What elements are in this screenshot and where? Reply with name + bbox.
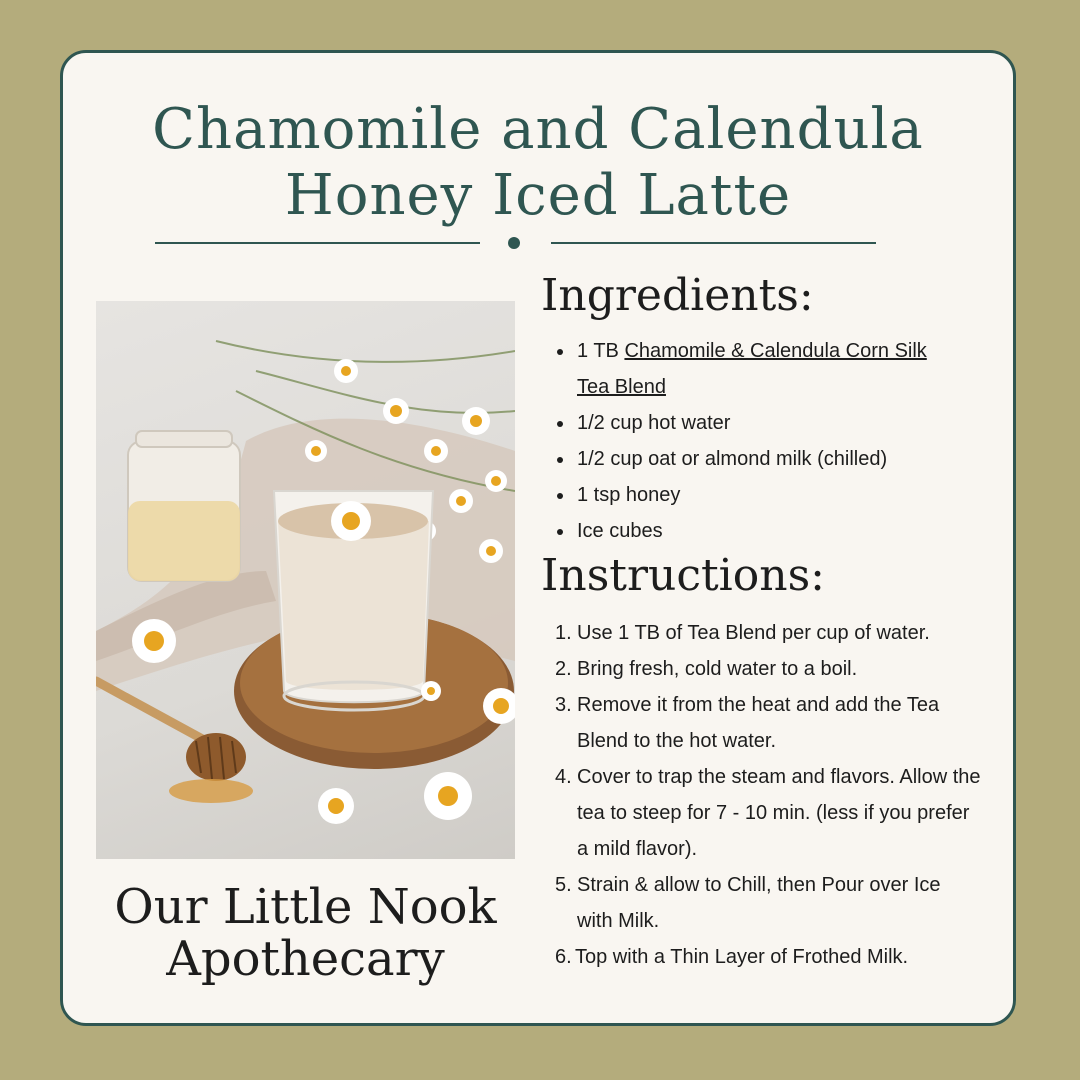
ingredient-item: 1/2 cup oat or almond milk (chilled)	[541, 441, 961, 477]
step-text: Bring fresh, cold water to a boil.	[577, 658, 858, 680]
brand-line-2: Apothecary	[166, 931, 445, 987]
step-text: Cover to trap the steam and flavors. Allow the tea to steep for 7 - 10 min. (less if you prefer a mild flavor).	[577, 766, 981, 860]
ingredients-heading: Ingredients:	[541, 270, 814, 321]
instruction-step	[541, 651, 981, 687]
step-number: 3.	[555, 694, 572, 716]
instruction-step	[541, 867, 981, 939]
step-number: 4.	[555, 766, 572, 788]
divider-left	[155, 242, 480, 244]
step-text: Strain & allow to Chill, then Pour over Ice with Milk.	[577, 874, 941, 932]
instruction-step	[541, 939, 981, 975]
instruction-step	[541, 759, 981, 867]
tea-blend-link[interactable]: Chamomile & Calendula Corn Silk Tea Blend	[577, 340, 927, 398]
step-text: Top with a Thin Layer of Frothed Milk.	[575, 946, 909, 968]
ingredient-item	[541, 333, 961, 405]
instructions-heading: Instructions:	[541, 550, 825, 601]
latte-photo	[96, 301, 515, 859]
title-line-2: Honey Iced Latte	[284, 163, 792, 228]
title-line-1: Chamomile and Calendula	[152, 97, 924, 162]
divider-dot	[508, 237, 520, 249]
step-number: 1.	[555, 622, 572, 644]
ingredient-item: 1/2 cup hot water	[541, 405, 961, 441]
step-number: 6.	[555, 946, 572, 968]
recipe-title	[63, 97, 1013, 229]
ingredient-prefix: 1 TB	[577, 340, 625, 362]
brand-name	[96, 881, 515, 985]
step-number: 5.	[555, 874, 572, 896]
step-text: Use 1 TB of Tea Blend per cup of water.	[577, 622, 930, 644]
divider-right	[551, 242, 876, 244]
step-text: Remove it from the heat and add the Tea Blend to the hot water.	[577, 694, 940, 752]
brand-line-1: Our Little Nook	[114, 879, 497, 935]
ingredient-item: Ice cubes	[541, 513, 961, 549]
instructions-list	[541, 615, 981, 975]
ingredients-list	[541, 333, 961, 549]
step-number: 2.	[555, 658, 572, 680]
instruction-step	[541, 687, 981, 759]
recipe-card	[60, 50, 1016, 1026]
instruction-step	[541, 615, 981, 651]
ingredient-item: 1 tsp honey	[541, 477, 961, 513]
